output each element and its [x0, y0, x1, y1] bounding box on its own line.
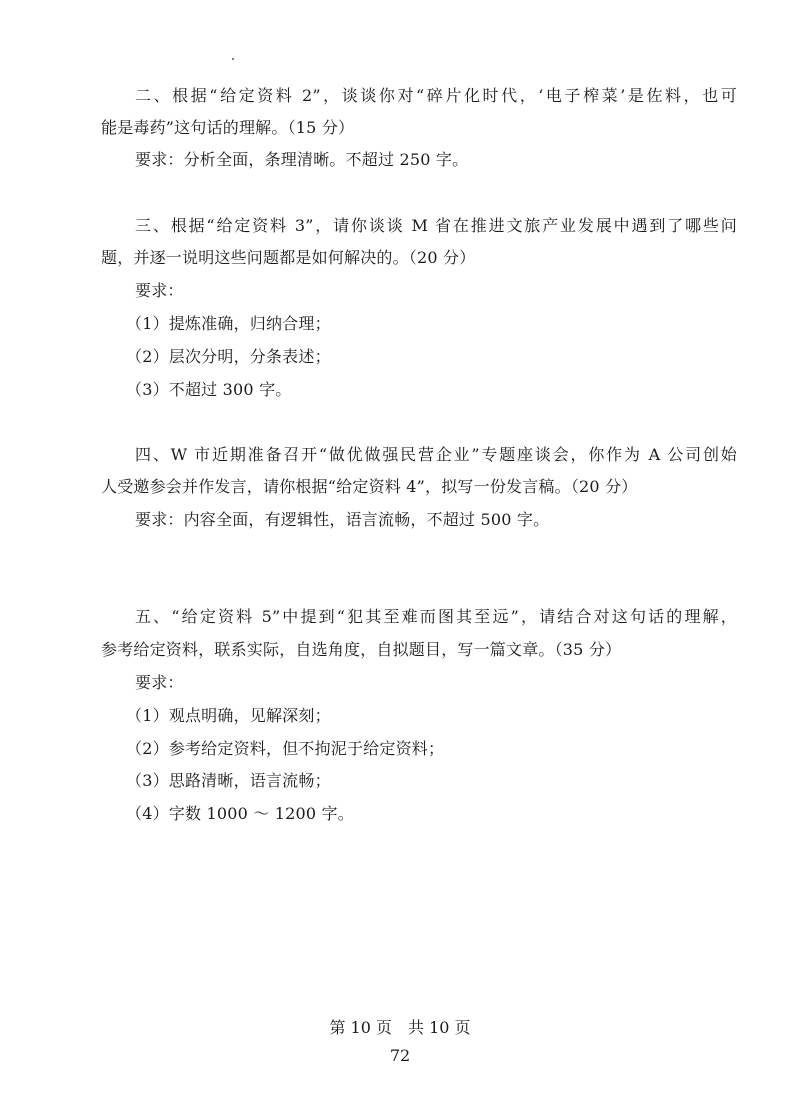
question-3-requirement-item: （1）提炼准确，归纳合理； — [126, 314, 331, 333]
question-3-line-2: 题，并逐一说明这些问题都是如何解决的。（20 分） — [101, 248, 476, 267]
question-5-requirement-item: （3）思路清晰，语言流畅； — [126, 771, 331, 790]
question-5-requirement-label: 要求： — [135, 673, 184, 692]
question-5-line-2: 参考给定资料，联系实际，自选角度，自拟题目，写一篇文章。（35 分） — [101, 640, 622, 659]
question-3-requirement-item: （3）不超过 300 字。 — [126, 380, 292, 399]
question-5-requirement-item: （1）观点明确，见解深刻； — [126, 706, 331, 725]
question-4-line-2: 人受邀参会并作发言，请你根据“给定资料 4”，拟写一份发言稿。（20 分） — [101, 477, 638, 496]
question-5-requirement-item: （2）参考给定资料，但不拘泥于给定资料； — [126, 739, 445, 758]
question-2-line-1: 二、根据“给定资料 2”，谈谈你对“碎片化时代，‘电子榨菜’是佐料，也可 — [135, 86, 737, 105]
question-4-line-1: 四、W 市近期准备召开“做优做强民营企业”专题座谈会，你作为 A 公司创始 — [135, 445, 737, 464]
question-4-requirement: 要求：内容全面，有逻辑性，语言流畅，不超过 500 字。 — [135, 510, 550, 529]
question-2-requirement: 要求：分析全面，条理清晰。不超过 250 字。 — [135, 150, 469, 169]
question-5-requirement-item: （4）字数 1000 ～ 1200 字。 — [126, 804, 354, 823]
question-3-requirement-item: （2）层次分明，分条表述； — [126, 347, 331, 366]
question-2-line-2: 能是毒药”这句话的理解。（15 分） — [101, 118, 355, 137]
question-5-line-1: 五、“给定资料 5”中提到“犯其至难而图其至远”，请结合对这句话的理解， — [135, 607, 737, 626]
question-3-requirement-label: 要求： — [135, 281, 184, 300]
page-number: 72 — [389, 1046, 411, 1065]
scan-speck — [232, 58, 234, 60]
question-3-line-1: 三、根据“给定资料 3”，请你谈谈 M 省在推进文旅产业发展中遇到了哪些问 — [135, 216, 737, 235]
page-info: 第 10 页 共 10 页 — [329, 1018, 471, 1037]
